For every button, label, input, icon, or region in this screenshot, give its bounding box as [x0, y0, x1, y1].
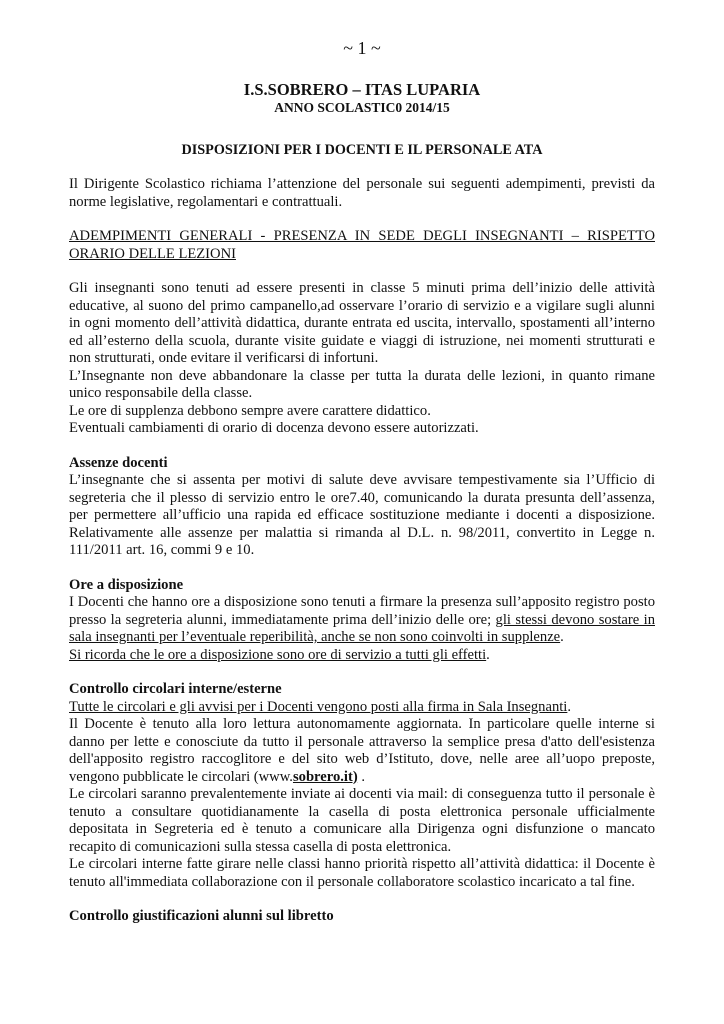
general-paragraph-3: Le ore di supplenza debbono sempre avere carattere didattico.	[69, 402, 431, 419]
absences-heading: Assenze docenti	[69, 454, 168, 471]
school-website-link[interactable]: sobrero.it)	[292, 768, 358, 785]
circulars-paragraph-1	[69, 716, 655, 786]
general-paragraph-4: Eventuali cambiamenti di orario di docenza devono essere autorizzati.	[69, 420, 479, 436]
general-heading-line2	[69, 246, 655, 264]
school-name: I.S.SOBRERO – ITAS LUPARIA	[243, 79, 481, 99]
available-hours-end: .	[560, 629, 564, 645]
page-number: ~ 1 ~	[343, 38, 381, 58]
justifications-heading: Controllo giustificazioni alunni sul libretto	[69, 908, 334, 924]
available-hours-reminder-end: .	[486, 646, 490, 663]
circulars-heading: Controllo circolari interne/esterne	[69, 681, 282, 697]
circulars-signature-line	[69, 699, 655, 717]
circulars-paragraph-3: Le circolari interne fatte girare nelle classi hanno priorità rispetto all’attività didattica: il Docente è tenuto all'immediata collaborazione con il personale collaboratore scolastico incaricato a tal fine.	[69, 856, 655, 890]
circulars-signature-end: .	[567, 698, 572, 715]
general-paragraph-1: Gli insegnanti sono tenuti ad essere presenti in classe 5 minuti prima dell’inizio delle attività educative, al suono del primo campanello,ad osservare l’orario di servizio e a vigilare sugli alunni in ogni momento dell’attività didattica, durante entrata ed uscita, intervallo, spostamenti all’interno ed all’esterno della scuola, durante visite guidate e viaggi di istruzione, nei momenti strutturati e non strutturati, onde evitare il verificarsi di infortuni.	[69, 280, 655, 366]
document-title: DISPOSIZIONI PER I DOCENTI E IL PERSONALE ATA	[181, 141, 543, 158]
circulars-p1-end: .	[357, 768, 365, 785]
school-year: ANNO SCOLASTIC0 2014/15	[274, 99, 450, 115]
available-hours-heading: Ore a disposizione	[69, 576, 184, 593]
available-hours-reminder-line	[69, 647, 655, 665]
general-heading-line2-text: ORARIO DELLE LEZIONI	[69, 245, 236, 262]
absences-paragraph: L’insegnante che si assenta per motivi di salute deve avvisare tempestivamente sia l’Ufficio di segreteria che il plesso di servizio entro le ore7.40, comunicando la durata presunta dell’assenza, per permettere all’ufficio una rapida ed efficace sostituzione mediante i docenti a disposizione. Relativamente alle assenze per malattia si rimanda al D.L. n. 98/2011, convertito in Legge n. 111/2011 art. 16, commi 9 e 10.	[69, 472, 655, 558]
circulars-p1-text: Il Docente è tenuto alla loro lettura autonomamente aggiornata. In particolare quelle interne si danno per lette e conosciute da tutto il personale attraverso la semplice presa d'atto dell'esistenza dell'apposito registro raccoglitore e del sito web d’Istituto, dove, nelle aree all’uopo preposte, vengono pubblicate le circolari (www.	[69, 716, 655, 785]
available-hours-text: I Docenti che hanno ore a disposizione sono tenuti a firmare la presenza sull’apposito registro posto presso la segreteria alunni, immediatamente prima dell’inizio delle ore;	[69, 594, 655, 628]
general-heading-line1: ADEMPIMENTI GENERALI - PRESENZA IN SEDE DEGLI INSEGNANTI – RISPETTO	[69, 228, 655, 244]
general-paragraph-2: L’Insegnante non deve abbandonare la classe per tutta la durata delle lezioni, in quanto rimane unico responsabile della classe.	[69, 367, 655, 401]
available-hours-paragraph	[69, 594, 655, 647]
available-hours-reminder: Si ricorda che le ore a disposizione sono ore di servizio a tutti gli effetti	[69, 646, 487, 663]
available-hours-underlined: gli stessi devono sostare in sala insegnanti per l’eventuale reperibilità, anche se non sono coinvolti in supplenze	[69, 611, 655, 645]
document-page	[69, 36, 655, 926]
intro-paragraph: Il Dirigente Scolastico richiama l’attenzione del personale sui seguenti adempimenti, previsti da norme legislative, regolamentari e contrattuali.	[69, 176, 655, 210]
circulars-paragraph-2: Le circolari saranno prevalentemente inviate ai docenti via mail: di conseguenza tutto il personale è tenuto a consultare quotidianamente la casella di posta elettronica personale ufficialmente depositata in Segreteria ed è tenuto a comunicare alla Dirigenza ogni disfunzione o mancato recapito di comunicazioni sulla stessa casella di posta elettronica.	[69, 786, 655, 855]
circulars-signature-notice: Tutte le circolari e gli avvisi per i Docenti vengono posti alla firma in Sala Insegnanti	[69, 698, 568, 715]
